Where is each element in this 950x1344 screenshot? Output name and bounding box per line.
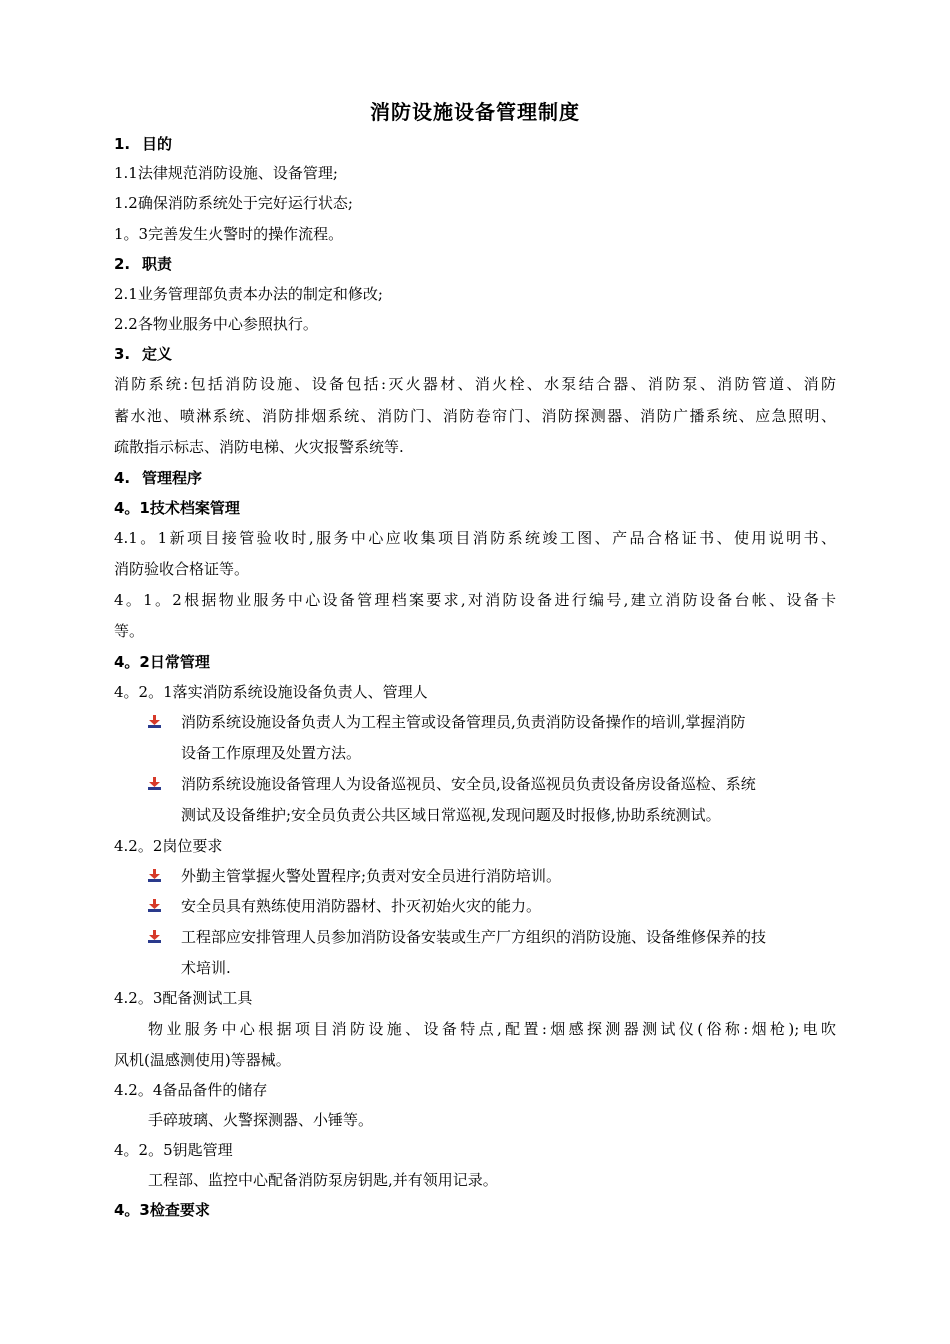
bullet-text: 安全员具有熟练使用消防器材、扑灭初始火灾的能力。 [181, 897, 542, 915]
text-line: 消防系统:包括消防设施、设备包括:灭火器材、消火栓、水泵结合器、消防泵、消防管道、消防 [114, 375, 836, 393]
bullet-arrow-icon [148, 715, 161, 728]
bullet-arrow-icon [148, 930, 161, 943]
text-line: 物业服务中心根据项目消防设施、设备特点,配置:烟感探测器测试仪(俗称:烟枪);电吹 [148, 1020, 836, 1038]
subsection-heading-4-2: 4。2日常管理 [114, 653, 210, 671]
bullet-arrow-icon [148, 777, 161, 790]
bullet-text: 消防系统设施设备负责人为工程主管或设备管理员,负责消防设备操作的培训,掌握消防 [181, 713, 746, 731]
bullet-arrow-icon [148, 869, 161, 882]
bullet-text: 外勤主管掌握火警处置程序;负责对安全员进行消防培训。 [181, 867, 562, 885]
page-title: 消防设施设备管理制度 [370, 100, 580, 124]
text-line: 2.2各物业服务中心参照执行。 [114, 315, 318, 333]
bullet-arrow-icon [148, 899, 161, 912]
subsection-heading-4-1: 4。1技术档案管理 [114, 499, 240, 517]
bullet-text: 设备工作原理及处置方法。 [181, 744, 362, 762]
text-line: 消防验收合格证等。 [114, 560, 250, 578]
section-heading-4: 4. 管理程序 [114, 469, 203, 487]
bullet-text: 消防系统设施设备管理人为设备巡视员、安全员,设备巡视员负责设备房设备巡检、系统 [181, 775, 756, 793]
bullet-text: 测试及设备维护;安全员负责公共区域日常巡视,发现问题及时报修,协助系统测试。 [181, 806, 721, 824]
bullet-text: 工程部应安排管理人员参加消防设备安装或生产厂方组织的消防设施、设备维修保养的技 [181, 928, 767, 946]
subsection-heading-4-3: 4。3检查要求 [114, 1201, 210, 1219]
text-line: 4.2。4备品备件的储存 [114, 1081, 268, 1099]
section-heading-3: 3. 定义 [114, 345, 173, 363]
text-line: 4。1。2根据物业服务中心设备管理档案要求,对消防设备进行编号,建立消防设备台帐、设备卡 [114, 591, 836, 609]
text-line: 4.2。3配备测试工具 [114, 989, 253, 1007]
text-line: 4。2。5钥匙管理 [114, 1141, 233, 1159]
text-line: 4。2。1落实消防系统设施设备负责人、管理人 [114, 683, 428, 701]
section-heading-1: 1. 目的 [114, 135, 173, 153]
section-heading-2: 2. 职责 [114, 255, 173, 273]
text-line: 工程部、监控中心配备消防泵房钥匙,并有领用记录。 [148, 1171, 498, 1189]
text-line: 1。3完善发生火警时的操作流程。 [114, 225, 344, 243]
text-line: 手碎玻璃、火警探测器、小锤等。 [148, 1111, 374, 1129]
text-line: 蓄水池、喷淋系统、消防排烟系统、消防门、消防卷帘门、消防探测器、消防广播系统、应急照明、 [114, 407, 836, 425]
text-line: 1.1法律规范消防设施、设备管理; [114, 164, 338, 182]
text-line: 4.1。1新项目接管验收时,服务中心应收集项目消防系统竣工图、产品合格证书、使用说明书、 [114, 529, 836, 547]
text-line: 2.1业务管理部负责本办法的制定和修改; [114, 285, 383, 303]
text-line: 1.2确保消防系统处于完好运行状态; [114, 194, 353, 212]
text-line: 4.2。2岗位要求 [114, 837, 223, 855]
text-line: 疏散指示标志、消防电梯、火灾报警系统等. [114, 438, 404, 456]
text-line: 风机(温感测使用)等器械。 [114, 1051, 291, 1069]
text-line: 等。 [114, 622, 145, 640]
bullet-text: 术培训. [181, 959, 231, 977]
